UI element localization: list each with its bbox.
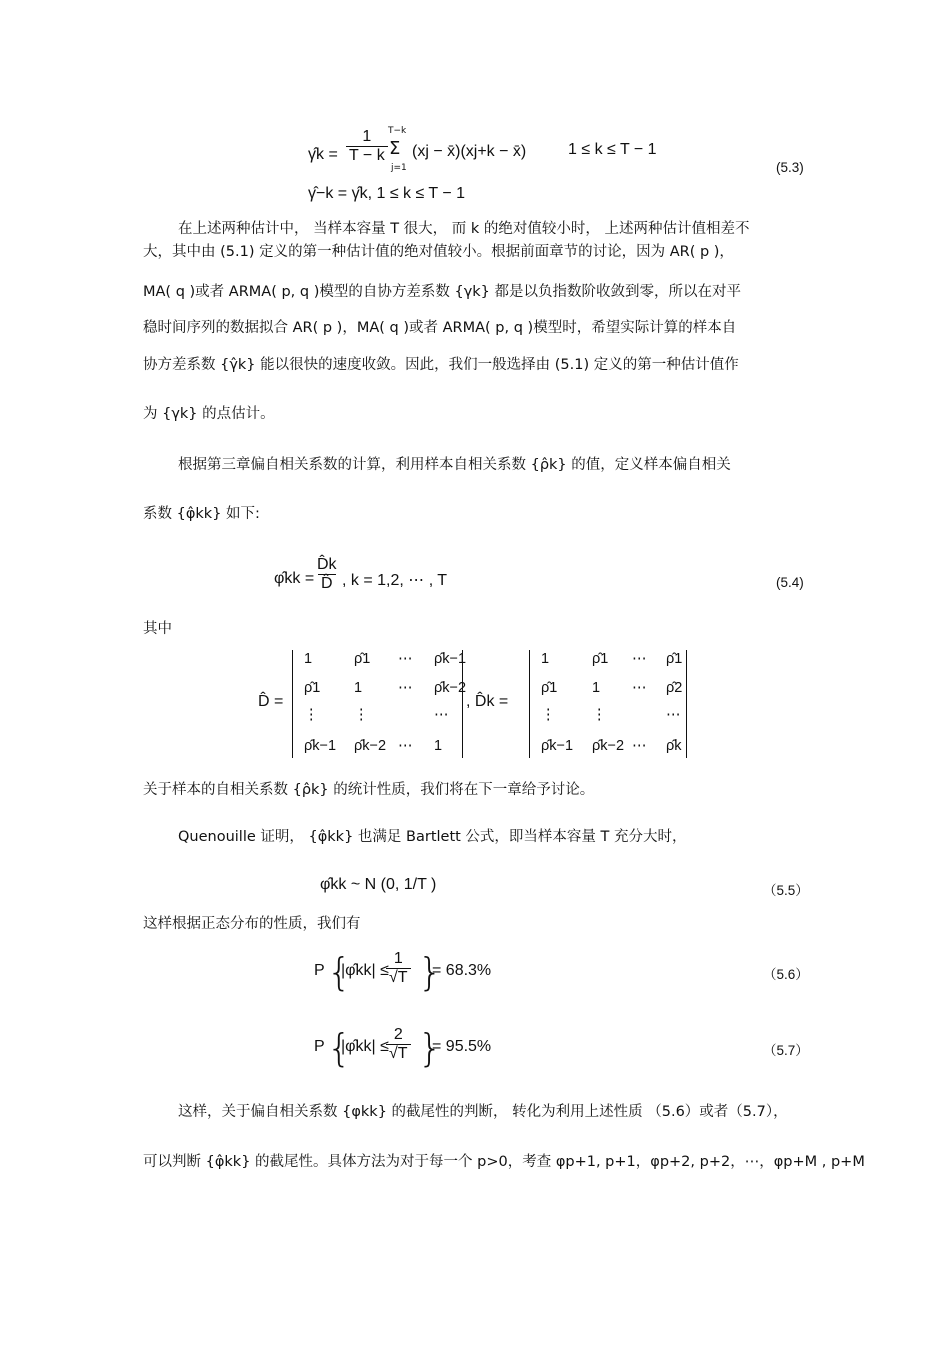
eq56-rhs: = 68.3%	[432, 962, 492, 979]
matrix-d-cell: ρ̂k−1	[434, 651, 467, 667]
eq53-body: (xj − x̄)(xj+k − x̄)	[412, 143, 527, 160]
eq53-fraction	[346, 128, 388, 165]
matrix-dk-right-bar	[686, 650, 687, 758]
eq54-denominator: D̂	[318, 574, 336, 593]
matrix-d-cell: ⋯	[434, 707, 449, 723]
matrix-dk-cell: ρ̂1	[666, 651, 683, 667]
matrix-dk-cell: ρ̂k	[666, 738, 682, 754]
eq56-number: （5.6）	[763, 967, 809, 982]
matrix-d-left-bar	[292, 650, 293, 758]
para1-line4: 稳时间序列的数据拟合 AR( p )，MA( q )或者 ARMA( p, q )模型时，希望实际计算的样本自	[143, 320, 737, 336]
matrix-d-label: D̂ =	[258, 693, 284, 710]
eq56-fraction	[386, 950, 411, 987]
eq57-number: （5.7）	[763, 1043, 809, 1058]
matrix-d-cell: 1	[304, 651, 313, 667]
matrix-d-cell: ρ̂k−2	[354, 738, 387, 754]
eq53-lhs: γ̂k =	[308, 146, 338, 163]
left-brace-icon: {	[327, 1026, 352, 1070]
para2-line2: 系数 {φ̂kk} 如下:	[143, 506, 260, 522]
eq57-fraction	[386, 1026, 411, 1063]
para2-line1: 根据第三章偏自相关系数的计算，利用样本自相关系数 {ρ̂k} 的值，定义样本偏自相关	[178, 457, 731, 473]
right-brace-icon: }	[418, 950, 443, 994]
eq57-rhs: = 95.5%	[432, 1038, 492, 1055]
eq53-number: (5.3)	[776, 160, 804, 175]
matrix-dk-cell: ⋯	[666, 707, 681, 723]
right-brace-icon: }	[418, 1026, 443, 1070]
para1-line1: 在上述两种估计中， 当样本容量 T 很大， 而 k 的绝对值较小时， 上述两种估计值相差不	[178, 221, 750, 237]
eq54-number: (5.4)	[776, 575, 804, 590]
sigma-icon: Σ	[389, 138, 401, 159]
matrix-dk-cell: ⋮	[541, 707, 556, 723]
para1-line2: 大，其中由 (5.1) 定义的第一种估计值的绝对值较小。根据前面章节的讨论，因为 AR( p )，	[143, 244, 734, 260]
matrix-dk-left-bar	[529, 650, 530, 758]
eq53-sum-top: T−k	[388, 126, 407, 136]
matrix-dk-cell: 1	[541, 651, 550, 667]
matrix-dk-cell: ρ̂2	[666, 680, 683, 696]
matrix-d-cell: ρ̂k−2	[434, 680, 467, 696]
para5: 这样根据正态分布的性质，我们有	[143, 916, 361, 932]
eq56-abs: |φ̂kk| ≤	[341, 962, 389, 979]
matrix-dk-cell: ⋯	[632, 651, 647, 667]
para6-line2: 可以判断 {φ̂kk} 的截尾性。具体方法为对于每一个 p>0，考查 φp+1, p+1，φp+2, p+2，⋯，φp+M , p+M	[143, 1154, 865, 1170]
matrix-d-cell: ρ̂1	[354, 651, 371, 667]
eq57-numerator: 2	[393, 1026, 403, 1043]
matrix-d-cell: ⋮	[304, 707, 319, 723]
matrix-d-cell: ⋯	[398, 651, 413, 667]
matrix-dk-cell: 1	[592, 680, 601, 696]
matrix-dk-cell: ⋯	[632, 680, 647, 696]
eq57-denominator: √T	[386, 1044, 411, 1063]
qizhong-label: 其中	[143, 621, 172, 637]
matrix-d-cell: 1	[354, 680, 363, 696]
para1-line3: MA( q )或者 ARMA( p, q )模型的自协方差系数 {γk} 都是以负指数阶收敛到零，所以在对平	[143, 284, 742, 300]
matrix-d-cell: ρ̂k−1	[304, 738, 337, 754]
eq56-numerator: 1	[393, 950, 403, 967]
para1-line5: 协方差系数 {γ̂k} 能以很快的速度收敛。因此，我们一般选择由 (5.1) 定义的第一种估计值作	[143, 357, 739, 373]
eq54-fraction	[314, 556, 340, 593]
matrix-dk-cell: ρ̂k−1	[541, 738, 574, 754]
matrix-dk-cell: ρ̂1	[541, 680, 558, 696]
eq56-denominator: √T	[386, 968, 411, 987]
matrix-d-cell: ⋯	[398, 738, 413, 754]
eq53-sum-bottom: j=1	[391, 163, 407, 173]
matrix-dk-cell: ρ̂k−2	[592, 738, 625, 754]
eq57-abs: |φ̂kk| ≤	[341, 1038, 389, 1055]
para3: 关于样本的自相关系数 {ρ̂k} 的统计性质，我们将在下一章给予讨论。	[143, 782, 595, 798]
matrix-d-cell: 1	[434, 738, 443, 754]
eq53-denominator: T − k	[346, 146, 388, 165]
para4: Quenouille 证明， {φ̂kk} 也满足 Bartlett 公式，即当样本容量 T 充分大时，	[178, 829, 687, 845]
left-brace-icon: {	[327, 950, 352, 994]
matrix-dk-label: , D̂k =	[466, 693, 509, 710]
eq57-p: P	[314, 1038, 325, 1055]
eq53-numerator: 1	[362, 128, 372, 145]
eq53-line2: γ̂−k = γ̂k, 1 ≤ k ≤ T − 1	[308, 185, 466, 202]
para6-line1: 这样，关于偏自相关系数 {φkk} 的截尾性的判断， 转化为利用上述性质 （5.6）或者（5.7），	[178, 1104, 788, 1120]
matrix-d-cell: ρ̂1	[304, 680, 321, 696]
eq53-condition: 1 ≤ k ≤ T − 1	[568, 141, 657, 158]
matrix-dk-cell: ⋯	[632, 738, 647, 754]
eq54-lhs: φ̂kk =	[274, 570, 315, 587]
matrix-dk-cell: ⋮	[592, 707, 607, 723]
para1-line6: 为 {γk} 的点估计。	[143, 406, 275, 422]
eq54-rest: , k = 1,2, ⋯ , T	[342, 572, 448, 589]
eq55-number: （5.5）	[763, 883, 809, 898]
matrix-d-cell: ⋯	[398, 680, 413, 696]
matrix-dk-cell: ρ̂1	[592, 651, 609, 667]
eq54-numerator: D̂k	[317, 556, 337, 573]
eq55-body: φ̂kk ~ N (0, 1/T )	[320, 876, 437, 893]
eq56-p: P	[314, 962, 325, 979]
matrix-d-cell: ⋮	[354, 707, 369, 723]
